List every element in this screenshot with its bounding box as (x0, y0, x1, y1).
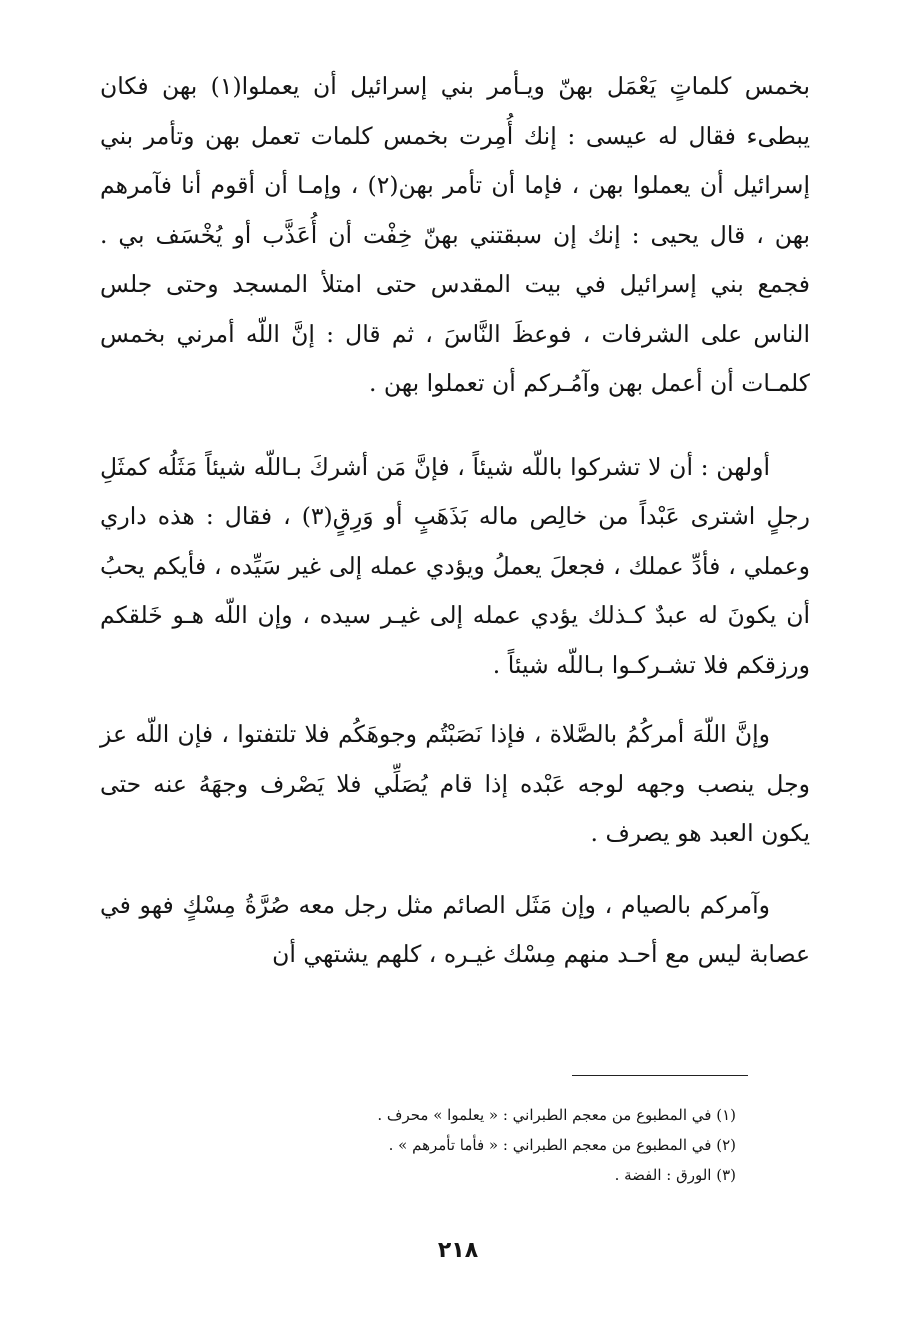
footnote-separator (572, 1075, 748, 1076)
footnote-2: (٢) في المطبوع من معجم الطبراني : « فأما تأمرهم » . (388, 1136, 736, 1154)
paragraph-2: أولهن : أن لا تشركوا باللّه شيئاً ، فإنَّ مَن أشركَ بـاللّه شيئاً مَثَلُه كمثَلِ رجلٍ اشترى عَبْداً من خالِص ماله بَذَهَبٍ أو وَرِقٍ(٣) ، فقال : هذه داري وعملي ، فأدِّ عملك ، فجعلَ يعملُ ويؤدي عمله إلى غير سَيِّده ، فأيكم يحبُ أن يكونَ له عبدٌ كـذلك يؤدي عمله إلى غيـر سيده ، وإن اللّه هـو خَلقكم ورزقكم فلا تشـركـوا بـاللّه شيئاً . (100, 452, 810, 679)
page-number: ٢١٨ (437, 1238, 479, 1263)
footnote-3: (٣) الورق : الفضة . (614, 1166, 736, 1184)
footnotes (236, 1100, 736, 1190)
main-text (100, 62, 810, 980)
paragraph-3: وإنَّ اللّهَ أمركُمُ بالصَّلاة ، فإذا نَصَبْتُم وجوهَكُم فلا تلتفتوا ، فإن اللّه عز وجل ينصب وجهه لوجه عَبْده إذا قام يُصَلِّي فلا يَصْرف وجهَهُ عنه حتى يكون العبد هو يصرف . (100, 720, 810, 847)
footnote-1: (١) في المطبوع من معجم الطبراني : « يعلمو‌ا » محرف . (377, 1106, 736, 1124)
paragraph-1: بخمس كلماتٍ يَعْمَل بهنّ ويـأمر بني إسرائيل أن يعملوا(١) بهن فكان يبطىء فقال له عيسى : إنك أُمِرت بخمس كلمات تعمل بهن وتأمر بني إسرائيل أن يعملوا بهن ، فإما أن تأمر بهن(٢) ، وإمـا أن أقوم أنا فآمرهم بهن ، قال يحيى : إنك إن سبقتني بهنّ خِفْت أن أُعَذَّب أو يُخْسَف بي . فجمع بني إسرائيل في بيت المقدس حتى امتلأ المسجد وحتى جلس الناس على الشرفات ، فوعظَ النَّاسَ ، ثم قال : إنَّ اللّه أمرني بخمس كلمـات أن أعمل بهن وآمُـركم أن تعملوا بهن . (100, 72, 811, 397)
paragraph-4: وآمركم بالصيام ، وإن مَثَل الصائم مثل رجل معه صُرَّةُ مِسْكٍ فهو في عصابة ليس مع أحـد منهم مِسْك غيـره ، كلهم يشتهي أن (100, 890, 810, 968)
